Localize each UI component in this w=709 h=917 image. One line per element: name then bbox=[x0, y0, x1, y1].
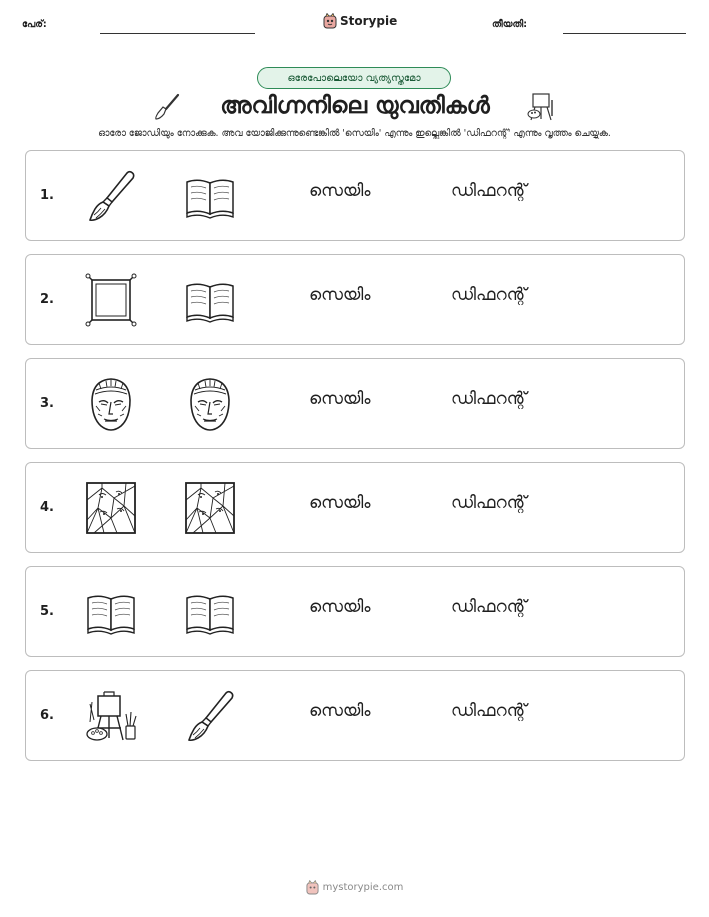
exercise-row-4 bbox=[25, 462, 685, 553]
date-label: തീയതി: bbox=[492, 19, 527, 30]
row-number: 2. bbox=[40, 292, 54, 307]
mascot-icon bbox=[323, 13, 337, 29]
paintbrush-icon bbox=[84, 168, 138, 224]
exercise-row-6 bbox=[25, 670, 685, 761]
row-number: 4. bbox=[40, 500, 54, 515]
different-option[interactable]: ഡിഫറന്റ് bbox=[451, 701, 527, 721]
same-option[interactable]: സെയിം bbox=[309, 701, 371, 721]
title-row bbox=[0, 90, 709, 122]
exercise-list bbox=[25, 150, 685, 774]
same-option[interactable]: സെയിം bbox=[309, 181, 371, 201]
row-number: 3. bbox=[40, 396, 54, 411]
worksheet-header bbox=[0, 0, 709, 50]
open-book-icon bbox=[183, 168, 237, 224]
instructions: ഓരോ ജോഡിയും നോക്കുക. അവ യോജിക്കുന്നുണ്ടെങ്കിൽ 'സെയിം' എന്നും ഇല്ലെങ്കിൽ 'ഡിഫറന്റ്' എന്നും വൃത്തം ചെയ്യുക. bbox=[98, 128, 611, 139]
easel-palette-icon bbox=[84, 688, 138, 744]
different-option[interactable]: ഡിഫറന്റ് bbox=[451, 493, 527, 513]
different-option[interactable]: ഡിഫറന്റ് bbox=[451, 389, 527, 409]
category-badge: ഒരേപോലെയോ വ്യത്യസ്തമോ bbox=[257, 67, 451, 89]
name-label: പേര്: bbox=[22, 19, 47, 30]
paintbrush-icon bbox=[183, 688, 237, 744]
cubist-portrait-icon bbox=[84, 480, 138, 536]
open-book-icon bbox=[183, 272, 237, 328]
same-option[interactable]: സെയിം bbox=[309, 493, 371, 513]
open-book-icon bbox=[183, 584, 237, 640]
different-option[interactable]: ഡിഫറന്റ് bbox=[451, 597, 527, 617]
exercise-row-5 bbox=[25, 566, 685, 657]
date-line bbox=[563, 33, 686, 34]
exercise-row-3 bbox=[25, 358, 685, 449]
exercise-row-2 bbox=[25, 254, 685, 345]
name-line bbox=[100, 33, 255, 34]
row-number: 5. bbox=[40, 604, 54, 619]
page-title: അവിഗ്നനിലെ യുവതികൾ bbox=[220, 93, 490, 119]
mascot-icon bbox=[306, 880, 319, 895]
easel-palette-icon bbox=[525, 90, 557, 122]
brand-name: Storypie bbox=[340, 14, 398, 28]
cubist-portrait-icon bbox=[183, 480, 237, 536]
footer bbox=[0, 880, 709, 899]
canvas-frame-icon bbox=[84, 272, 138, 328]
tribal-mask-icon bbox=[183, 376, 237, 432]
tribal-mask-icon bbox=[84, 376, 138, 432]
exercise-row-1 bbox=[25, 150, 685, 241]
row-number: 6. bbox=[40, 708, 54, 723]
same-option[interactable]: സെയിം bbox=[309, 597, 371, 617]
same-option[interactable]: സെയിം bbox=[309, 285, 371, 305]
same-option[interactable]: സെയിം bbox=[309, 389, 371, 409]
different-option[interactable]: ഡിഫറന്റ് bbox=[451, 285, 527, 305]
different-option[interactable]: ഡിഫറന്റ് bbox=[451, 181, 527, 201]
paintbrush-icon bbox=[152, 92, 182, 122]
brand-logo bbox=[323, 13, 397, 29]
open-book-icon bbox=[84, 584, 138, 640]
footer-website: mystorypie.com bbox=[322, 882, 404, 893]
row-number: 1. bbox=[40, 188, 54, 203]
